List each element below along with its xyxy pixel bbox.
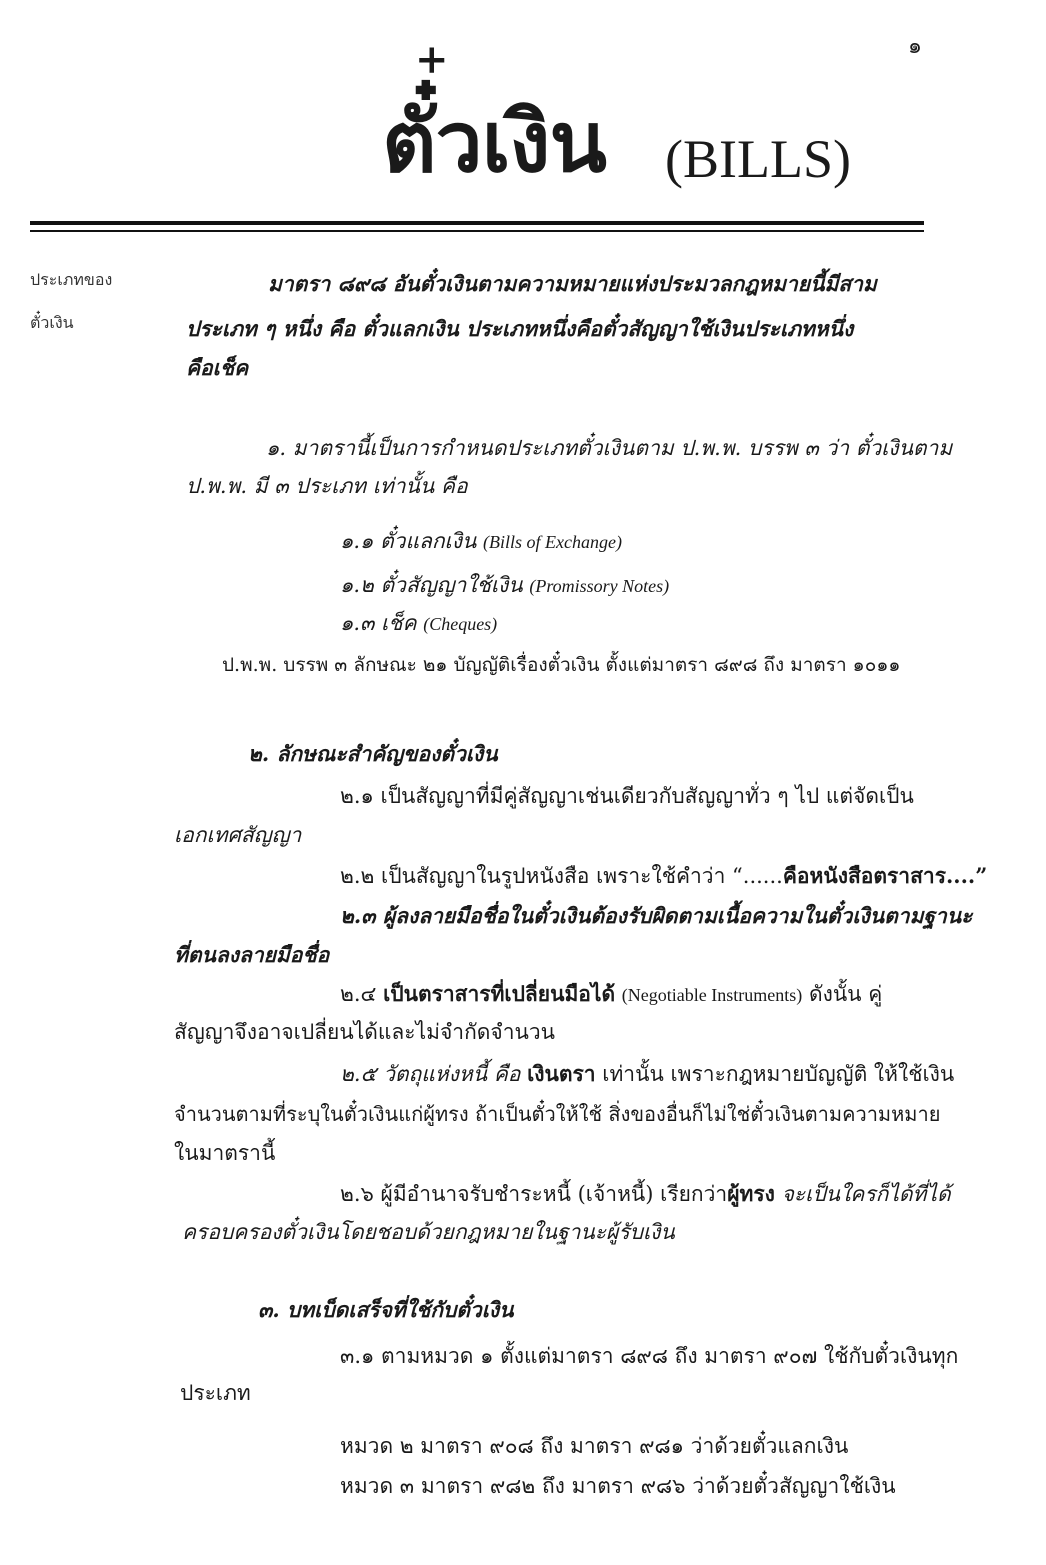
item2-4-english: (Negotiable Instruments) (621, 985, 803, 1005)
item1-sub1-english: (Bills of Exchange) (483, 532, 623, 552)
section-898-line2: ประเภท ๆ หนึ่ง คือ ตั๋วแลกเงิน ประเภทหนึ่งคือตั๋วสัญญาใช้เงินประเภทหนึ่ง (186, 316, 854, 341)
item2-5-line3: ในมาตรานี้ (174, 1141, 276, 1165)
chapter-title-thai: ตั๋วเงิน (382, 92, 606, 191)
item2-4-line2: สัญญาจึงอาจเปลี่ยนได้และไม่จำกัดจำนวน (174, 1020, 556, 1044)
item2-4-bold: เป็นตราสารที่เปลี่ยนมือได้ (383, 981, 616, 1006)
item2-4-number: ๒.๔ (340, 982, 377, 1006)
item1-sub3 (340, 607, 497, 640)
plus-mark: + (415, 36, 449, 83)
item2-6-line1 (340, 1178, 951, 1211)
chapter-title-english: (BILLS) (665, 129, 851, 189)
item2-6-tail: จะเป็นใครก็ได้ที่ได้ (781, 1182, 951, 1206)
section-898-line3: คือเช็ค (186, 355, 249, 380)
item1-sub1 (340, 525, 622, 558)
item1-line1: ๑. มาตรานี้เป็นการกำหนดประเภทตั๋วเงินตาม ป.พ.พ. บรรพ ๓ ว่า ตั๋วเงินตาม (266, 436, 953, 460)
item2-6-lead: ๒.๖ ผู้มีอำนาจรับชำระหนี้ (เจ้าหนี้) เรียกว่า (340, 1182, 728, 1206)
item2-5-tail: เท่านั้น เพราะกฎหมายบัญญัติ ให้ใช้เงิน (602, 1062, 955, 1086)
item3-1-line2: ประเภท (180, 1381, 251, 1405)
item2-2-text: ๒.๒ เป็นสัญญาในรูปหนังสือ เพราะใช้คำว่า “...... (340, 864, 783, 888)
item2-2-quote: คือหนังสือตราสาร....” (782, 863, 988, 888)
item3-1-line1: ๓.๑ ตามหมวด ๑ ตั้งแต่มาตรา ๘๙๘ ถึง มาตรา ๙๐๗ ใช้กับตั๋วเงินทุก (340, 1344, 959, 1368)
item1-sub3-thai: ๑.๓ เช็ค (340, 611, 417, 635)
item1-note: ป.พ.พ. บรรพ ๓ ลักษณะ ๒๑ บัญญัติเรื่องตั๋วเงิน ตั้งแต่มาตรา ๘๙๘ ถึง มาตรา ๑๐๑๑ (222, 654, 901, 676)
item2-3-line2: ที่ตนลงลายมือชื่อ (174, 942, 330, 967)
item2-3-line1: ๒.๓ ผู้ลงลายมือชื่อในตั๋วเงินต้องรับผิดตามเนื้อความในตั๋วเงินตามฐานะ (340, 903, 973, 928)
item2-4-line1 (340, 978, 882, 1011)
item1-line2: ป.พ.พ. มี ๓ ประเภท เท่านั้น คือ (186, 474, 468, 498)
item2-heading: ๒. ลักษณะสำคัญของตั๋วเงิน (248, 741, 498, 766)
item2-1-line2: เอกเทศสัญญา (174, 823, 302, 847)
item2-4-tail: ดังนั้น คู่ (808, 982, 883, 1006)
title-rule-thin (30, 230, 924, 232)
item2-5-line2: จำนวนตามที่ระบุในตั๋วเงินแก่ผู้ทรง ถ้าเป็นตั๋วให้ใช้ สิ่งของอื่นก็ไม่ใช่ตั๋วเงินตามความหมาย (174, 1102, 941, 1126)
item2-5-line1 (340, 1058, 954, 1091)
item1-sub2 (340, 569, 669, 602)
item3-heading: ๓. บทเบ็ดเสร็จที่ใช้กับตั๋วเงิน (258, 1297, 514, 1322)
item2-2 (340, 860, 987, 893)
item1-sub2-english: (Promissory Notes) (529, 576, 670, 596)
title-rule-thick (30, 221, 924, 225)
item1-sub2-thai: ๑.๒ ตั๋วสัญญาใช้เงิน (340, 573, 523, 597)
margin-note-line2: ตั๋วเงิน (30, 313, 74, 332)
item2-5-bold: เงินตรา (527, 1061, 596, 1086)
item2-1-line1: ๒.๑ เป็นสัญญาที่มีคู่สัญญาเช่นเดียวกับสัญญาทั่ว ๆ ไป แต่จัดเป็น (340, 784, 914, 808)
section-898-line1: มาตรา ๘๙๘ อันตั๋วเงินตามความหมายแห่งประมวลกฎหมายนี้มีสาม (268, 271, 877, 296)
item1-sub3-english: (Cheques) (423, 614, 498, 634)
item2-6-line2: ครอบครองตั๋วเงินโดยชอบด้วยกฎหมายในฐานะผู้รับเงิน (182, 1220, 675, 1244)
margin-note-line1: ประเภทของ (30, 270, 113, 289)
chapter-3-reference: หมวด ๓ มาตรา ๙๘๒ ถึง มาตรา ๙๘๖ ว่าด้วยตั๋วสัญญาใช้เงิน (340, 1474, 896, 1498)
item2-6-bold: ผู้ทรง (727, 1181, 775, 1206)
page-number: ๑ (908, 34, 922, 59)
chapter-2-reference: หมวด ๒ มาตรา ๙๐๘ ถึง มาตรา ๙๘๑ ว่าด้วยตั๋วแลกเงิน (340, 1434, 849, 1458)
item2-5-lead: ๒.๕ วัตถุแห่งหนี้ คือ (340, 1062, 521, 1086)
item1-sub1-thai: ๑.๑ ตั๋วแลกเงิน (340, 529, 477, 553)
